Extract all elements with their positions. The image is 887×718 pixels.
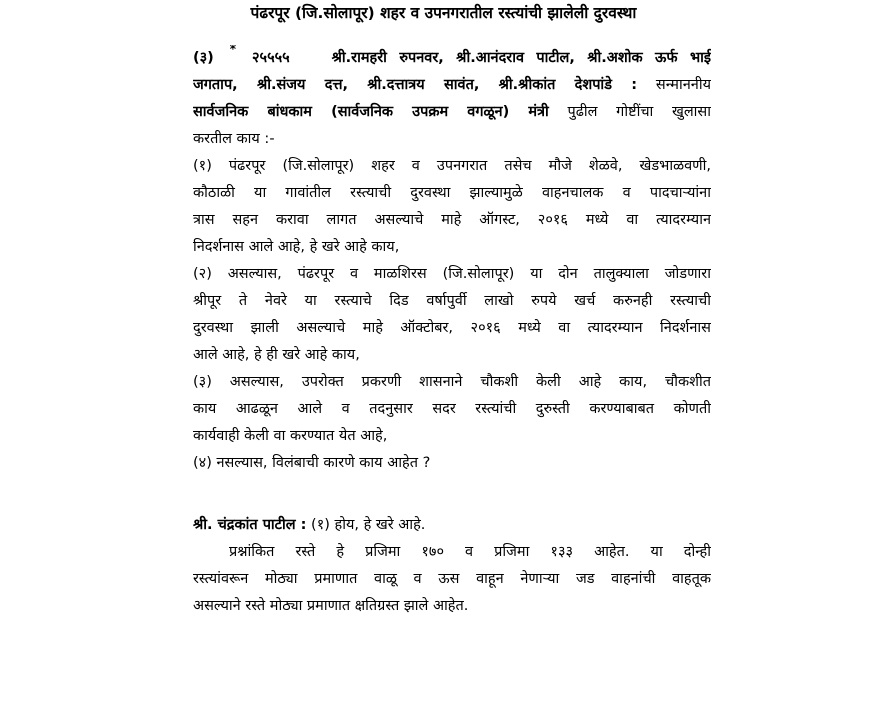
question-block xyxy=(193,45,711,477)
q3-line: (३) असल्यास, उपरोक्त प्रकरणी शासनाने चौकशी केली आहे काय, चौकशीत xyxy=(193,374,711,390)
answer-1-text: होय, हे खरे आहे. xyxy=(334,517,426,533)
members-line-2: जगताप, श्री.संजय दत्त, श्री.दत्तात्रय सावंत, श्री.श्रीकांत देशपांडे : xyxy=(193,77,638,93)
answer-para-line-row xyxy=(193,539,711,566)
question-number: (३) xyxy=(193,50,214,66)
ask-line-2: करतील काय :- xyxy=(193,131,275,147)
ask-suffix: पुढील गोष्टींचा खुलासा xyxy=(567,104,711,120)
answer-1-label: (१) xyxy=(311,517,330,533)
q3-line: कार्यवाही केली वा करण्यात येत आहे, xyxy=(193,428,388,444)
answer-para-line: प्रश्नांकित रस्ते हे प्रजिमा १७० व प्रजिमा १३३ आहेत. या दोन्ही xyxy=(229,544,711,560)
answer-speaker: श्री. चंद्रकांत पाटील : xyxy=(193,517,307,533)
q1-line: त्रास सहन करावा लागत असल्याचे माहे ऑगस्ट, २०१६ मध्ये वा त्यादरम्यान xyxy=(193,212,711,228)
q1-line: निदर्शनास आले आहे, हे खरे आहे काय, xyxy=(193,239,400,255)
document-title: पंढरपूर (जि.सोलापूर) शहर व उपनगरातील रस्त्यांची झालेली दुरवस्था xyxy=(250,4,637,22)
q1-line: (१) पंढरपूर (जि.सोलापूर) शहर व उपनगरात तसेच मौजे शेळवे, खेडभाळवणी, xyxy=(193,158,711,174)
answer-first-line xyxy=(193,512,711,539)
addressee-prefix: सन्माननीय xyxy=(655,77,711,93)
ministry-row xyxy=(193,99,711,126)
question-id: २५५५५ xyxy=(252,50,290,66)
question-header-line xyxy=(193,45,711,72)
q1-line: कौठाळी या गावांतील रस्त्याची दुरवस्था झाल्यामुळे वाहनचालक व पादचाऱ्यांना xyxy=(193,185,711,201)
q2-line: दुरवस्था झाली असल्याचे माहे ऑक्टोबर, २०१६ मध्ये वा त्यादरम्यान निदर्शनास xyxy=(193,320,711,336)
members-line-1: श्री.रामहरी रुपनवर, श्री.आनंदराव पाटील, श्री.अशोक ऊर्फ भाई xyxy=(331,50,711,66)
q3-line: काय आढळून आले व तदनुसार सदर रस्त्यांची दुरुस्ती करण्याबाबत कोणती xyxy=(193,401,711,417)
q2-line: श्रीपूर ते नेवरे या रस्त्याचे दिड वर्षापुर्वी लाखो रुपये खर्च करुनही रस्त्याची xyxy=(193,293,711,309)
answer-para-line: असल्याने रस्ते मोठ्या प्रमाणात क्षतिग्रस्त झाले आहेत. xyxy=(193,598,469,614)
members-line-2-row xyxy=(193,72,711,99)
q4-line: (४) नसल्यास, विलंबाची कारणे काय आहेत ? xyxy=(193,455,431,471)
q2-line: (२) असल्यास, पंढरपूर व माळशिरस (जि.सोलापूर) या दोन तालुक्याला जोडणारा xyxy=(193,266,711,282)
answer-block xyxy=(193,512,711,620)
starred-question-mark: * xyxy=(229,45,237,56)
q2-line: आले आहे, हे ही खरे आहे काय, xyxy=(193,347,360,363)
ministry-name: सार्वजनिक बांधकाम (सार्वजनिक उपक्रम वगळून) मंत्री xyxy=(193,104,549,120)
answer-para-line: रस्त्यांवरून मोठ्या प्रमाणात वाळू व ऊस वाहून नेणाऱ्या जड वाहनांची वाहतूक xyxy=(193,571,711,587)
